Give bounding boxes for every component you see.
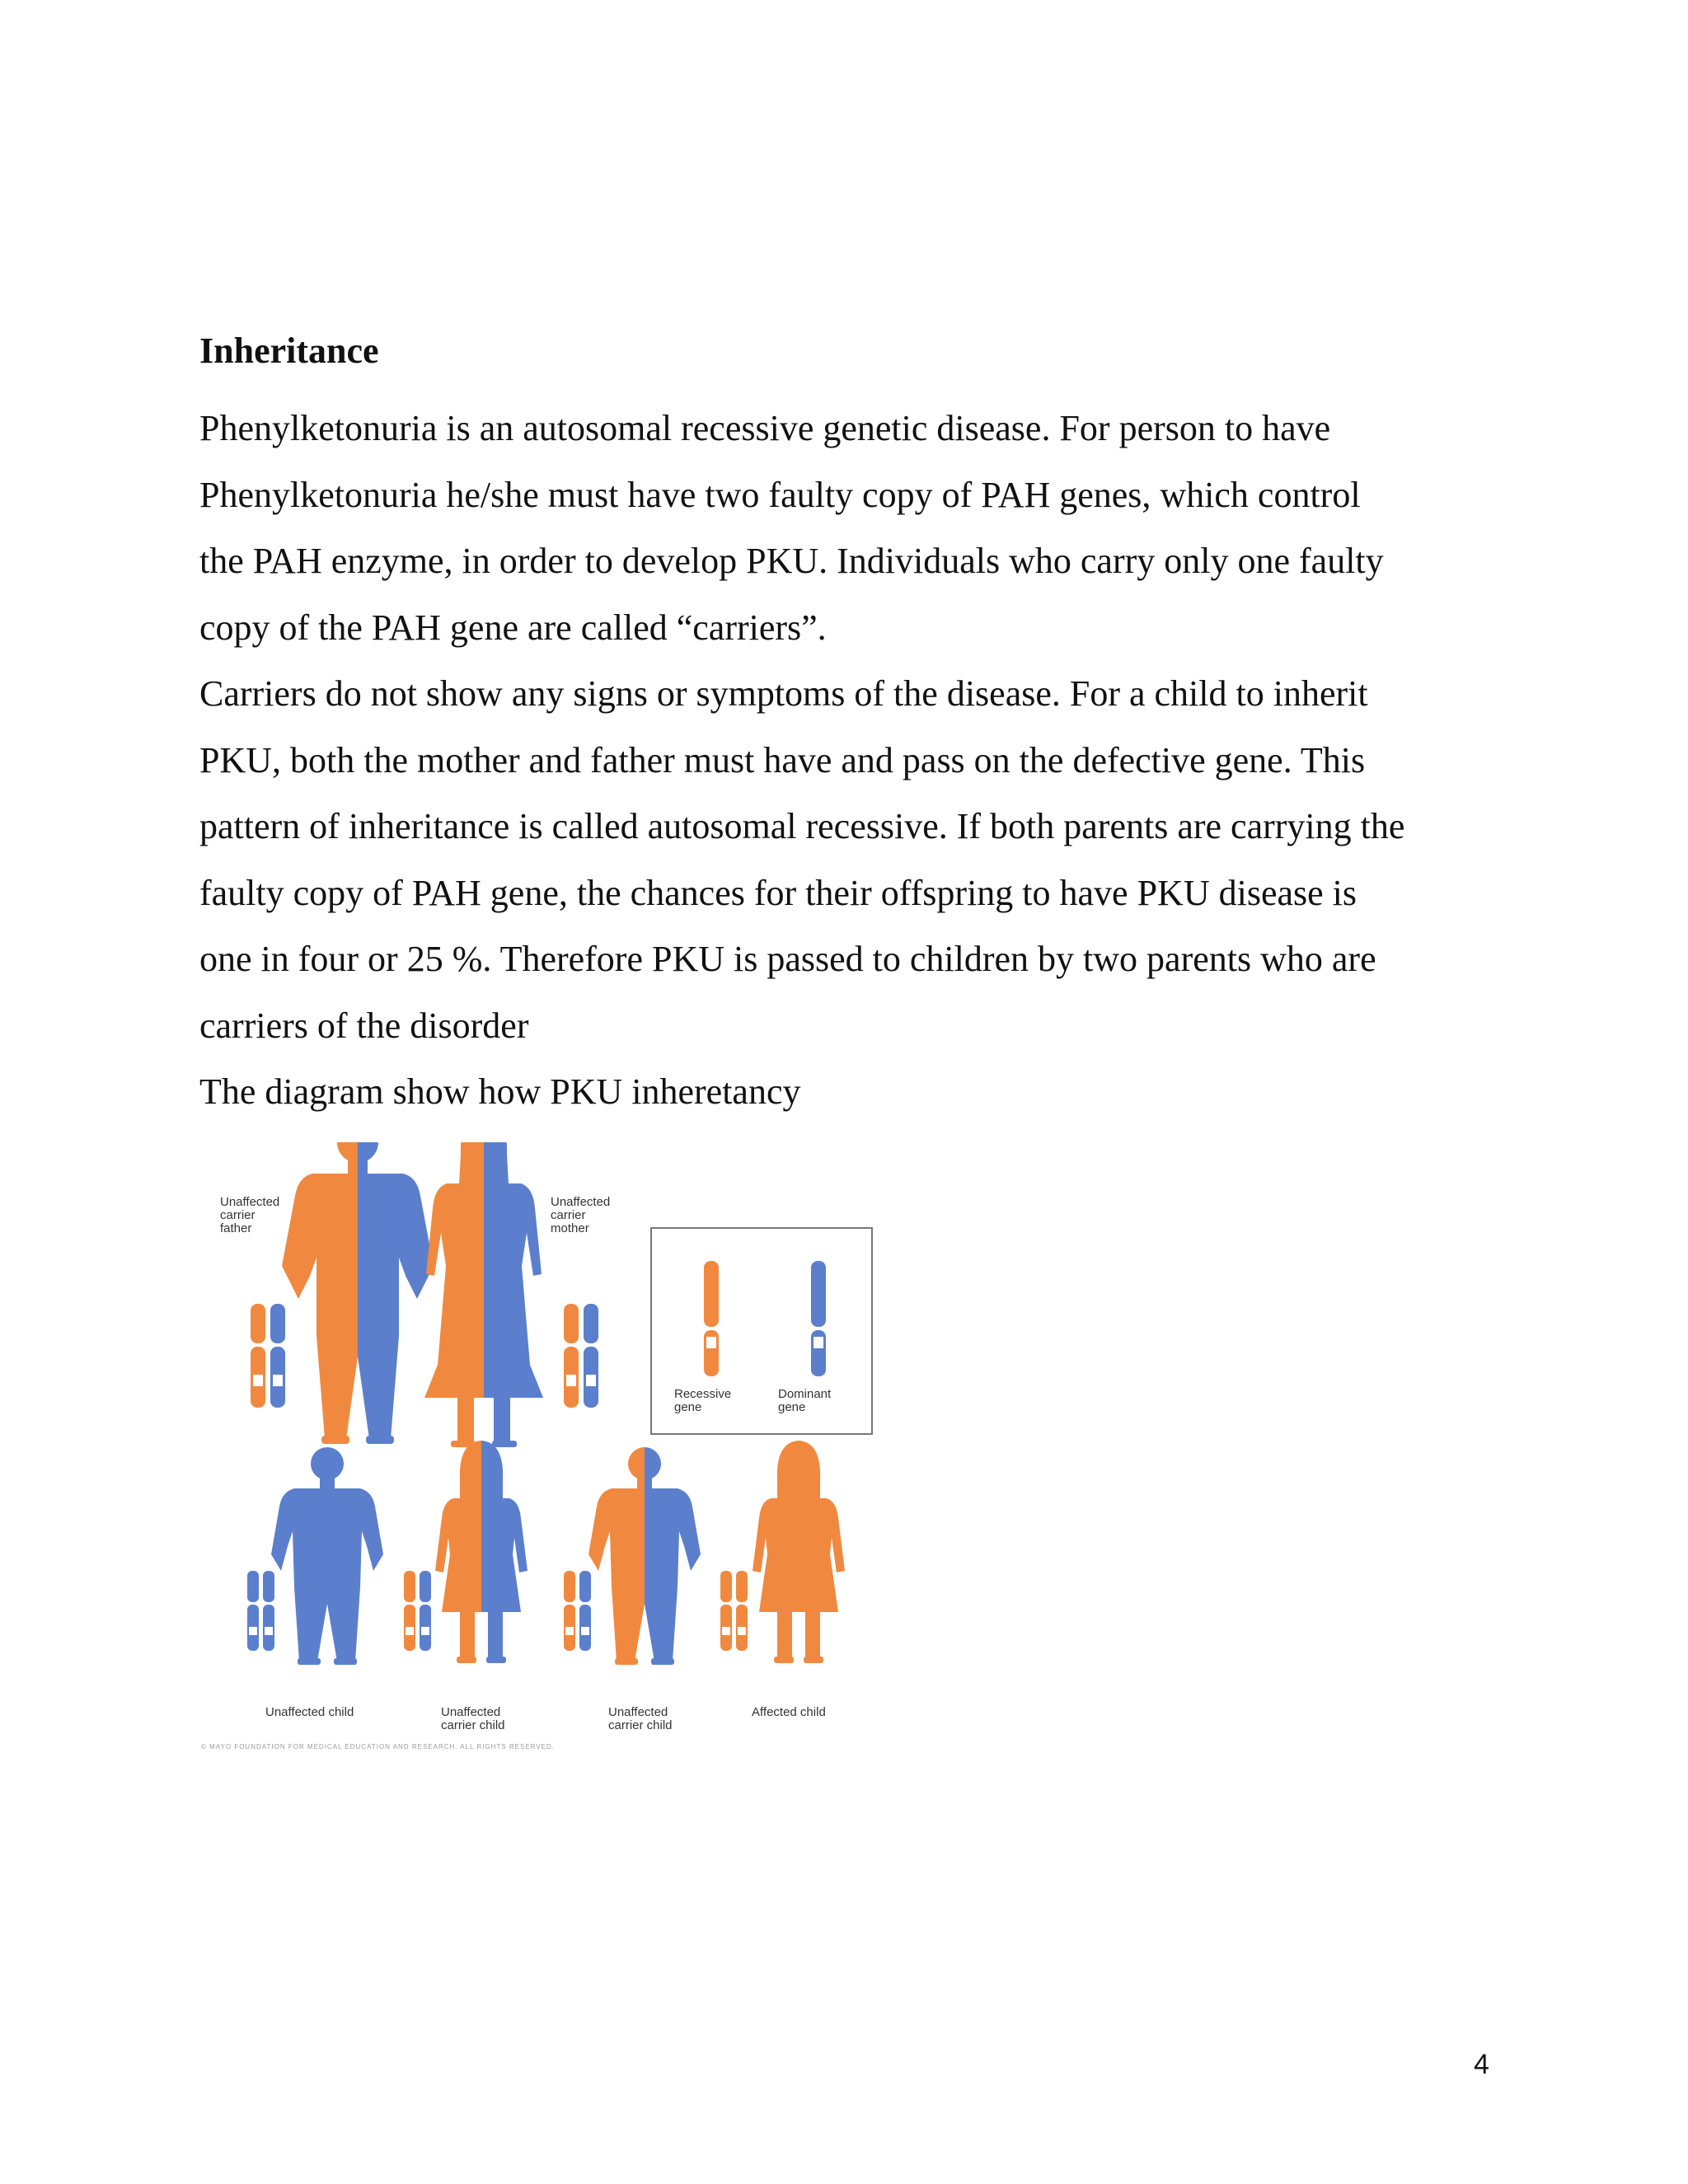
child-carrier-boy-figure — [588, 1447, 701, 1665]
father-label: Unaffected carrier father — [220, 1195, 280, 1235]
mother-chromosome-pair — [564, 1304, 598, 1408]
child-2-label: Unaffected carrier child — [441, 1705, 505, 1732]
child-unaffected-chromosomes — [247, 1571, 274, 1651]
paragraph-line: Carriers do not show any signs or symptoms of the disease. For a child to inherit — [199, 673, 1368, 714]
paragraph-line: one in four or 25 %. Therefore PKU is passed to children by two parents who are — [199, 939, 1376, 979]
child-unaffected-figure — [271, 1447, 383, 1665]
child-4-label: Affected child — [752, 1705, 826, 1719]
paragraph-line: PKU, both the mother and father must have and pass on the defective gene. This — [199, 739, 1366, 780]
father-chromosome-pair — [251, 1304, 285, 1408]
gene-legend — [651, 1228, 872, 1434]
child-affected-figure — [753, 1441, 845, 1663]
diagram-copyright: © MAYO FOUNDATION FOR MEDICAL EDUCATION AND RESEARCH. ALL RIGHTS RESERVED. — [201, 1743, 555, 1750]
section-heading: Inheritance — [199, 330, 379, 371]
child-1-label: Unaffected child — [265, 1705, 354, 1719]
paragraph-line: faulty copy of PAH gene, the chances for their offspring to have PKU disease is — [199, 872, 1357, 913]
page-number: 4 — [1474, 2049, 1489, 2080]
paragraph-line: Phenylketonuria he/she must have two faulty copy of PAH genes, which control — [199, 474, 1361, 515]
father-figure — [282, 1142, 434, 1444]
recessive-gene-label: Recessive gene — [674, 1387, 732, 1414]
dominant-gene-label: Dominant gene — [778, 1387, 832, 1414]
body-paragraph — [199, 396, 1502, 1126]
child-carrier-girl-figure — [435, 1441, 528, 1663]
mother-label: Unaffected carrier mother — [551, 1195, 611, 1235]
child-affected-chromosomes — [720, 1571, 748, 1651]
paragraph-line: The diagram show how PKU inheretancy — [199, 1071, 801, 1112]
child-carrier-boy-chromosomes — [564, 1571, 591, 1651]
diagram-svg — [199, 1142, 884, 1757]
child-3-label: Unaffected carrier child — [608, 1705, 673, 1732]
paragraph-line: the PAH enzyme, in order to develop PKU. Individuals who carry only one faulty — [199, 541, 1384, 581]
paragraph-line: Phenylketonuria is an autosomal recessive genetic disease. For person to have — [199, 408, 1331, 448]
paragraph-line: copy of the PAH gene are called “carriers”. — [199, 607, 827, 648]
pku-inheritance-diagram — [199, 1142, 884, 1757]
paragraph-line: carriers of the disorder — [199, 1005, 529, 1046]
child-carrier-girl-chromosomes — [404, 1571, 431, 1651]
paragraph-line: pattern of inheritance is called autosomal recessive. If both parents are carrying the — [199, 806, 1405, 846]
mother-figure — [424, 1142, 543, 1447]
